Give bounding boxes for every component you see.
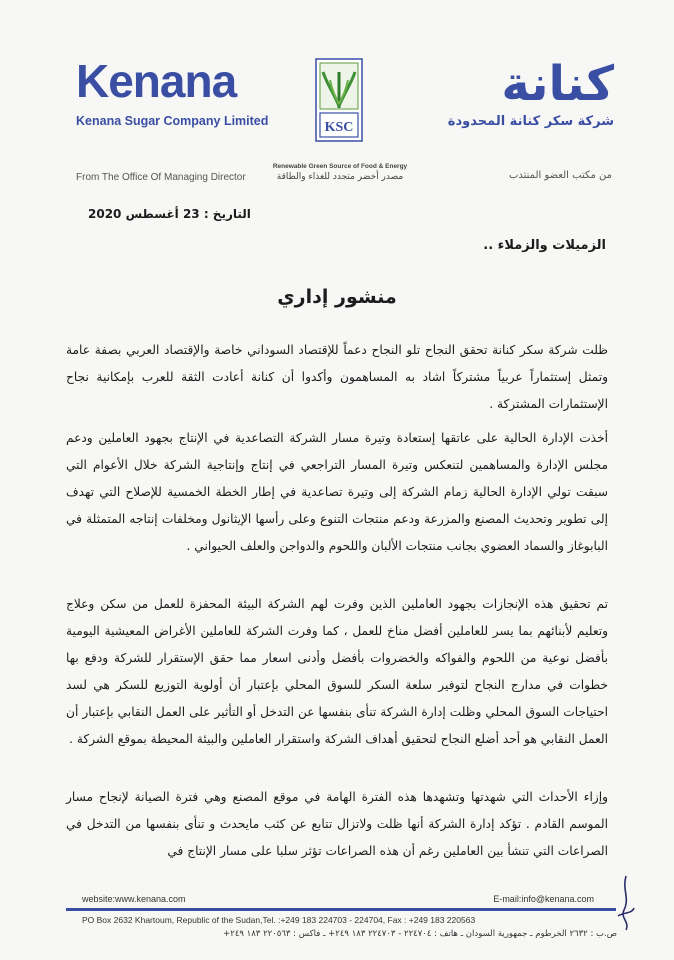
- brand-name-ar: كنانة: [501, 56, 614, 112]
- footer-address-arabic: ص.ب : ٢٦٣٢ الخرطوم ـ جمهورية السودان ـ هاتف : ٢٢٤٧٠٤ - ٢٢٤٧٠٣ ١٨٣ ٢٤٩+ ـ فاكس : ٢٢٠٥٦٣ ١٨٣ ٢٤٩+: [223, 929, 617, 939]
- letter-date: التاريخ : 23 أغسطس 2020: [88, 207, 251, 221]
- signature-mark: [612, 872, 638, 934]
- letter-greeting: الزميلات والزملاء ..: [483, 238, 606, 253]
- brand-english: [76, 55, 269, 128]
- footer-email: E-mail:info@kenana.com: [493, 894, 594, 904]
- brand-arabic: [448, 58, 614, 129]
- office-arabic: من مكتب العضو المنتدب: [508, 170, 612, 181]
- paragraph-1: ظلت شركة سكر كنانة تحقق النجاح تلو النجاح دعماً للإقتصاد السوداني خاصة والإقتصاد العربي بصفة عامة وتمثل إستثماراً عربياً مشتركاً اشاد به المساهمون وأكدوا أن كنانة أعادت الثقة للعرب بإمكانية نجاح الإستثمارات المشتركة .: [66, 343, 608, 411]
- brand-name-en: Kenana: [76, 55, 237, 107]
- logo-text: KSC: [324, 120, 354, 135]
- brand-subtitle-en: Kenana Sugar Company Limited: [76, 114, 269, 128]
- tagline-arabic: مصدر أخضر متجدد للغذاء والطاقة: [276, 172, 404, 182]
- footer-divider: [66, 908, 616, 911]
- ksc-logo: [315, 58, 363, 142]
- document-title: منشور إداري: [277, 286, 397, 308]
- brand-subtitle-ar: شركة سكر كنانة المحدودة: [447, 114, 614, 129]
- paragraph-3: تم تحقيق هذه الإنجازات بجهود العاملين الذين وفرت لهم الشركة البيئة المحفزة للعمل من سكن وعلاج وتعليم لأبنائهم بما يسر للعاملين أفضل مناخ للعمل ، كما وفرت الشركة للعاملين الأغراض المعيشية اليومية بأفضل نوعية من اللحوم والفواكه والخضروات بأفضل وأدنى اسعار مما حقق الإستقرار للشركة ودفع بها خطوات في مدارج النجاح لتوفير سلعة السكر للسوق المحلي بإعتبار أن أولوية التوزيع للسكر هي لسد احتياجات السوق المحلي وظلت إدارة الشركة تنأى بنفسها عن التدخل أو التأثير على العمل النقابي بإعتبار أن العمل النقابي هو أحد أضلع النجاح لتحقيق أهداف الشركة واستقرار العاملين والبيئة المحيطة بموقع الشركة .: [66, 597, 608, 746]
- footer-address-english: PO Box 2632 Khartoum, Republic of the Sudan,Tel. :+249 183 224703 - 224704, Fax : +249 183 220563: [82, 915, 476, 925]
- footer-website: website:www.kenana.com: [82, 894, 186, 904]
- tagline-english: Renewable Green Source of Food & Energy: [272, 163, 408, 170]
- paragraph-2: أخذت الإدارة الحالية على عاتقها إستعادة وتيرة مسار الشركة التصاعدية في الإنتاج بجهود العاملين ودعم مجلس الإدارة والمساهمين لتنعكس وتيرة المسار التراجعي في إنتاج وإنتاجية الشركة خلال الأعوام التي سبقت تولي الإدارة الحالية زمام الشركة إلى وتيرة تصاعدية في إطار الخطة الخمسية للإصلاح التي تهدف إلى تطوير وتحديث المصنع والمزرعة ودعم منتجات التنوع وعلى رأسها الإيثانول ومخلفات إنتاجه المتمثلة في البابوغاز والسماد العضوي بجانب منتجات الألبان واللحوم والدواجن والعلف الحيواني .: [66, 431, 608, 553]
- paragraph-4: وإزاء الأحداث التي شهدتها وتشهدها هذه الفترة الهامة في موقع المصنع وهي فترة الصيانة لإنجاح مسار الموسم القادم . تؤكد إدارة الشركة أنها ظلت ولاتزال تتابع عن كثب مايحدث و تنأى بنفسها من التدخل في الصراعات التي تنشأ بين العاملين رغم أن هذه الصراعات تؤثر سلبا على مسار الإنتاج في: [66, 790, 608, 858]
- office-english: From The Office Of Managing Director: [76, 172, 246, 183]
- tagline: [270, 163, 410, 182]
